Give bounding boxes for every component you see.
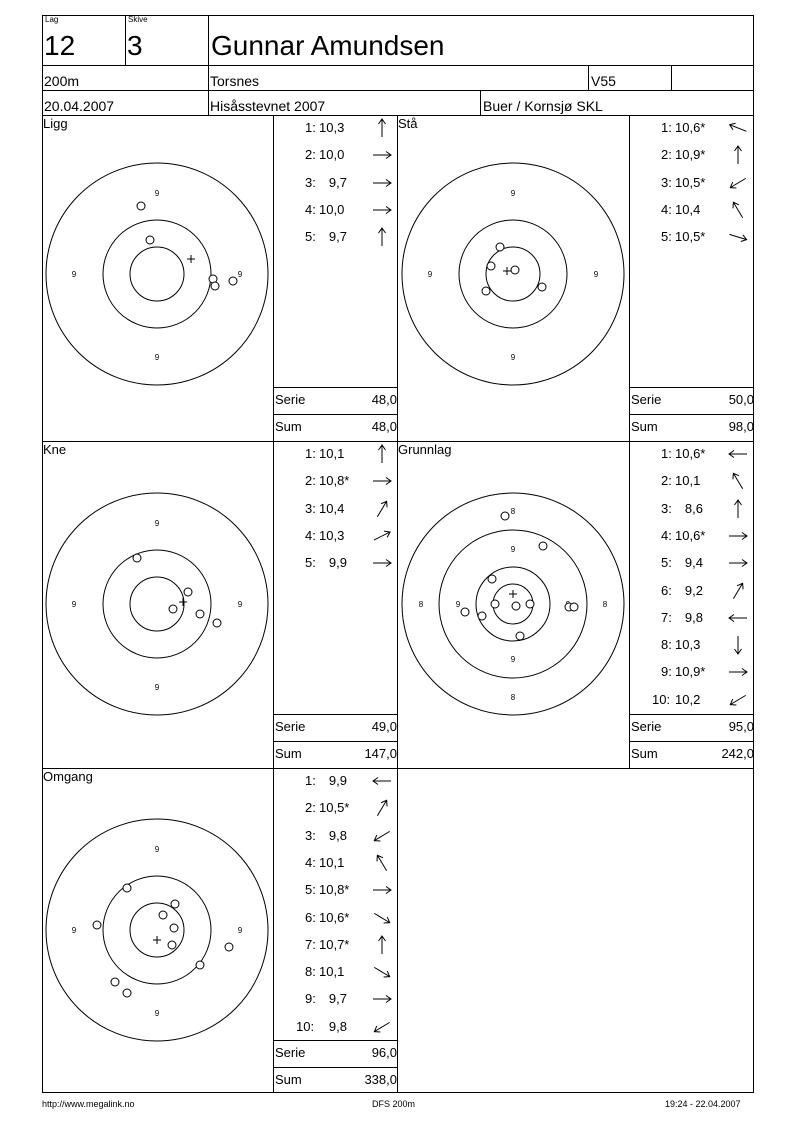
ring-label: 8 bbox=[510, 693, 516, 702]
ring-label: 9 bbox=[510, 655, 516, 664]
shot-value: 10,7* bbox=[319, 936, 350, 952]
shot-hole bbox=[137, 202, 145, 210]
shot-number: 3: bbox=[661, 174, 672, 190]
target-diagram bbox=[397, 158, 629, 390]
grid-divider bbox=[273, 741, 397, 742]
ring-label: 9 bbox=[154, 1009, 160, 1018]
ring-label: 8 bbox=[602, 600, 608, 609]
shot-hole bbox=[516, 632, 524, 640]
shot-number: 8: bbox=[305, 964, 316, 980]
shot-value: 10,5* bbox=[319, 800, 350, 816]
shot-hole bbox=[478, 612, 486, 620]
shot-direction-arrow-icon bbox=[371, 470, 393, 492]
shot-direction-arrow-icon bbox=[727, 226, 749, 248]
shot-number: 10: bbox=[296, 1018, 315, 1034]
shot-number: 1: bbox=[305, 446, 316, 461]
shot-value: 9,4 bbox=[684, 555, 703, 571]
ring-label: 8 bbox=[510, 507, 516, 516]
shot-value: 10,4 bbox=[319, 500, 345, 516]
shot-number: 5: bbox=[305, 229, 316, 245]
shot-value: 10,1 bbox=[319, 854, 345, 870]
shot-value: 9,7 bbox=[328, 991, 347, 1007]
shot-direction-arrow-icon bbox=[371, 879, 393, 901]
shot-hole bbox=[184, 588, 192, 596]
shot-number: 10: bbox=[652, 691, 671, 707]
shot-direction-arrow-icon bbox=[371, 199, 393, 221]
shot-number: 4: bbox=[305, 854, 316, 870]
event: Hisåsstevnet 2007 bbox=[210, 98, 326, 114]
shot-number: 3: bbox=[305, 174, 316, 190]
shot-value: 10,6* bbox=[675, 446, 706, 461]
shot-hole bbox=[225, 943, 233, 951]
target-ring bbox=[103, 550, 211, 658]
shot-hole bbox=[93, 921, 101, 929]
shot-hole bbox=[159, 911, 167, 919]
shot-direction-arrow-icon bbox=[727, 498, 749, 520]
header-divider bbox=[588, 65, 589, 90]
sum-label: Sum bbox=[631, 419, 658, 434]
grid-divider bbox=[273, 414, 397, 415]
shot-value: 10,3 bbox=[675, 637, 701, 653]
ring-label: 9 bbox=[237, 926, 243, 935]
sum-value: 98,0 bbox=[728, 419, 754, 434]
serie-value: 48,0 bbox=[371, 392, 397, 407]
sum-value: 338,0 bbox=[364, 1072, 397, 1087]
shot-value: 10,1 bbox=[675, 473, 701, 489]
shot-hole bbox=[211, 282, 219, 290]
shot-direction-arrow-icon bbox=[371, 825, 393, 847]
grid-divider bbox=[629, 387, 754, 388]
grid-divider bbox=[629, 714, 754, 715]
target-ring bbox=[130, 577, 184, 631]
shot-direction-arrow-icon bbox=[371, 117, 393, 139]
shot-value: 9,8 bbox=[684, 609, 703, 625]
shot-value: 10,5* bbox=[675, 229, 706, 245]
shot-hole bbox=[491, 600, 499, 608]
shot-number: 3: bbox=[305, 500, 316, 516]
shot-direction-arrow-icon bbox=[727, 172, 749, 194]
shot-value: 10,1 bbox=[319, 446, 345, 461]
shot-direction-arrow-icon bbox=[727, 661, 749, 683]
shot-hole bbox=[526, 600, 534, 608]
shot-direction-arrow-icon bbox=[371, 852, 393, 874]
shot-direction-arrow-icon bbox=[727, 552, 749, 574]
sum-value: 147,0 bbox=[364, 746, 397, 761]
shot-direction-arrow-icon bbox=[727, 470, 749, 492]
serie-label: Serie bbox=[631, 392, 662, 407]
shot-value: 10,8* bbox=[319, 882, 350, 898]
sum-label: Sum bbox=[631, 746, 658, 761]
serie-value: 50,0 bbox=[728, 392, 754, 407]
grid-divider bbox=[273, 1067, 397, 1068]
shot-direction-arrow-icon bbox=[371, 961, 393, 983]
date: 20.04.2007 bbox=[44, 98, 115, 114]
shot-number: 5: bbox=[661, 229, 672, 245]
shot-number: 1: bbox=[305, 773, 316, 788]
shot-direction-arrow-icon bbox=[727, 443, 749, 465]
shot-hole bbox=[170, 924, 178, 932]
shot-hole bbox=[229, 277, 237, 285]
target-diagram bbox=[41, 814, 273, 1046]
header-divider bbox=[125, 15, 126, 65]
ring-label: 9 bbox=[154, 845, 160, 854]
shot-hole bbox=[196, 961, 204, 969]
shot-value: 9,8 bbox=[328, 827, 347, 843]
sum-value: 48,0 bbox=[371, 419, 397, 434]
shot-value: 10,3 bbox=[319, 527, 345, 543]
shot-hole bbox=[133, 554, 141, 562]
grid-divider bbox=[42, 768, 754, 769]
group-center-cross bbox=[503, 267, 511, 275]
shot-hole bbox=[570, 603, 578, 611]
panel-title: Stå bbox=[398, 116, 418, 131]
shot-value: 9,7 bbox=[328, 229, 347, 245]
shot-number: 1: bbox=[661, 120, 672, 135]
serie-value: 95,0 bbox=[728, 719, 754, 734]
shot-value: 9,9 bbox=[328, 555, 347, 571]
shot-number: 2: bbox=[305, 473, 316, 489]
sum-label: Sum bbox=[275, 419, 302, 434]
panel-title: Ligg bbox=[43, 116, 68, 131]
shot-number: 5: bbox=[661, 555, 672, 571]
shot-number: 9: bbox=[305, 991, 316, 1007]
ring-label: 9 bbox=[71, 926, 77, 935]
shot-number: 7: bbox=[661, 609, 672, 625]
class: V55 bbox=[591, 73, 616, 89]
shot-direction-arrow-icon bbox=[727, 689, 749, 711]
grid-divider bbox=[629, 414, 754, 415]
header-divider bbox=[42, 65, 754, 66]
shot-value: 10,4 bbox=[675, 201, 701, 217]
shot-value: 9,7 bbox=[328, 174, 347, 190]
shot-direction-arrow-icon bbox=[371, 172, 393, 194]
panel-title: Grunnlag bbox=[398, 442, 452, 457]
shot-hole bbox=[496, 243, 504, 251]
shot-hole bbox=[213, 619, 221, 627]
shot-direction-arrow-icon bbox=[371, 226, 393, 248]
header-divider bbox=[208, 15, 209, 115]
shot-value: 9,9 bbox=[328, 773, 347, 788]
shot-number: 4: bbox=[661, 201, 672, 217]
grid-divider bbox=[273, 1040, 397, 1041]
grid-divider bbox=[629, 741, 754, 742]
shot-number: 2: bbox=[661, 473, 672, 489]
target-diagram bbox=[41, 488, 273, 720]
shot-direction-arrow-icon bbox=[371, 988, 393, 1010]
shot-value: 9,2 bbox=[684, 582, 703, 598]
shot-number: 2: bbox=[661, 147, 672, 163]
ring-label: 9 bbox=[510, 353, 516, 362]
header-divider bbox=[671, 65, 672, 90]
shot-value: 10,0 bbox=[319, 147, 345, 163]
shot-direction-arrow-icon bbox=[371, 144, 393, 166]
shot-number: 1: bbox=[661, 446, 672, 461]
serie-label: Serie bbox=[275, 392, 306, 407]
group-center-cross bbox=[153, 936, 161, 944]
shot-value: 10,5* bbox=[675, 174, 706, 190]
shot-hole bbox=[487, 262, 495, 270]
ring-label: 9 bbox=[510, 189, 516, 198]
shot-number: 3: bbox=[305, 827, 316, 843]
shot-hole bbox=[171, 900, 179, 908]
grid-divider bbox=[273, 115, 274, 1093]
shot-hole bbox=[511, 266, 519, 274]
ring-label: 9 bbox=[510, 545, 516, 554]
shot-number: 4: bbox=[305, 201, 316, 217]
sum-label: Sum bbox=[275, 1072, 302, 1087]
shot-direction-arrow-icon bbox=[371, 907, 393, 929]
shot-direction-arrow-icon bbox=[727, 144, 749, 166]
shot-value: 10,6* bbox=[319, 909, 350, 925]
ring-label: 9 bbox=[71, 270, 77, 279]
footer-url: http://www.megalink.no bbox=[42, 1099, 135, 1109]
shot-value: 9,8 bbox=[328, 1018, 347, 1034]
shot-direction-arrow-icon bbox=[371, 934, 393, 956]
ring-label: 9 bbox=[455, 600, 461, 609]
shot-hole bbox=[482, 287, 490, 295]
shot-value: 8,6 bbox=[684, 500, 703, 516]
distance: 200m bbox=[44, 73, 80, 89]
shot-value: 10,2 bbox=[675, 691, 701, 707]
ring-label: 9 bbox=[71, 600, 77, 609]
shot-direction-arrow-icon bbox=[727, 199, 749, 221]
shot-value: 10,6* bbox=[675, 527, 706, 543]
footer-program: DFS 200m bbox=[372, 1099, 416, 1109]
club: Torsnes bbox=[210, 73, 260, 89]
shot-number: 4: bbox=[305, 527, 316, 543]
shot-direction-arrow-icon bbox=[727, 117, 749, 139]
target-ring bbox=[130, 247, 184, 301]
shot-direction-arrow-icon bbox=[371, 525, 393, 547]
shot-value: 10,9* bbox=[675, 147, 706, 163]
shot-number: 6: bbox=[305, 909, 316, 925]
shot-number: 2: bbox=[305, 147, 316, 163]
shot-direction-arrow-icon bbox=[371, 1016, 393, 1038]
shot-number: 1: bbox=[305, 120, 316, 135]
ring-label: 9 bbox=[154, 189, 160, 198]
shot-hole bbox=[123, 884, 131, 892]
shot-number: 3: bbox=[661, 500, 672, 516]
ring-label: 9 bbox=[427, 270, 433, 279]
header-divider bbox=[480, 90, 481, 115]
ring-label: 9 bbox=[154, 519, 160, 528]
shot-hole bbox=[539, 542, 547, 550]
shot-value: 10,6* bbox=[675, 120, 706, 135]
shot-hole bbox=[538, 283, 546, 291]
shot-hole bbox=[461, 608, 469, 616]
ring-label: 9 bbox=[154, 683, 160, 692]
ring-label: 9 bbox=[237, 600, 243, 609]
group-center-cross bbox=[187, 255, 195, 263]
shot-number: 7: bbox=[305, 936, 316, 952]
sum-label: Sum bbox=[275, 746, 302, 761]
shot-direction-arrow-icon bbox=[727, 580, 749, 602]
group-center-cross bbox=[179, 598, 187, 606]
grid-divider bbox=[273, 387, 397, 388]
shot-number: 8: bbox=[661, 637, 672, 653]
serie-label: Serie bbox=[275, 719, 306, 734]
shot-hole bbox=[169, 605, 177, 613]
grid-divider bbox=[629, 115, 630, 768]
shot-direction-arrow-icon bbox=[727, 634, 749, 656]
grid-divider bbox=[273, 714, 397, 715]
shot-number: 9: bbox=[661, 664, 672, 680]
shot-hole bbox=[488, 575, 496, 583]
header-divider bbox=[42, 90, 754, 91]
group-center-cross bbox=[509, 590, 517, 598]
shot-number: 5: bbox=[305, 555, 316, 571]
shot-direction-arrow-icon bbox=[727, 607, 749, 629]
serie-value: 96,0 bbox=[371, 1045, 397, 1060]
shot-direction-arrow-icon bbox=[371, 498, 393, 520]
shot-number: 5: bbox=[305, 882, 316, 898]
panel-title: Omgang bbox=[43, 769, 93, 784]
target-diagram bbox=[41, 158, 273, 390]
shot-number: 4: bbox=[661, 527, 672, 543]
target-diagram bbox=[397, 488, 629, 720]
shot-number: 2: bbox=[305, 800, 316, 816]
shot-hole bbox=[501, 512, 509, 520]
shot-hole bbox=[196, 610, 204, 618]
range: Buer / Kornsjø SKL bbox=[483, 98, 603, 114]
footer-timestamp: 19:24 - 22.04.2007 bbox=[665, 1099, 741, 1109]
skive-label: Skive bbox=[128, 15, 148, 24]
shot-value: 10,3 bbox=[319, 120, 345, 135]
shot-direction-arrow-icon bbox=[371, 443, 393, 465]
ring-label: 9 bbox=[154, 353, 160, 362]
shot-direction-arrow-icon bbox=[371, 797, 393, 819]
target-ring bbox=[103, 220, 211, 328]
serie-value: 49,0 bbox=[371, 719, 397, 734]
shot-value: 10,1 bbox=[319, 964, 345, 980]
shot-hole bbox=[512, 602, 520, 610]
shot-hole bbox=[123, 989, 131, 997]
lag-label: Lag bbox=[45, 15, 59, 24]
shot-value: 10,0 bbox=[319, 201, 345, 217]
shot-value: 10,9* bbox=[675, 664, 706, 680]
shot-hole bbox=[168, 941, 176, 949]
target-ring bbox=[103, 876, 211, 984]
shot-number: 6: bbox=[661, 582, 672, 598]
sum-value: 242,0 bbox=[721, 746, 754, 761]
panel-title: Kne bbox=[43, 442, 67, 457]
serie-label: Serie bbox=[275, 1045, 306, 1060]
shot-value: 10,8* bbox=[319, 473, 350, 489]
ring-label: 9 bbox=[593, 270, 599, 279]
ring-label: 8 bbox=[418, 600, 424, 609]
shooter-name: Gunnar Amundsen bbox=[211, 30, 445, 61]
lag-value: 12 bbox=[44, 30, 76, 61]
shot-direction-arrow-icon bbox=[371, 770, 393, 792]
ring-label: 9 bbox=[237, 270, 243, 279]
skive-value: 3 bbox=[127, 30, 143, 61]
shot-direction-arrow-icon bbox=[727, 525, 749, 547]
shot-hole bbox=[146, 236, 154, 244]
shot-hole bbox=[111, 978, 119, 986]
shot-direction-arrow-icon bbox=[371, 552, 393, 574]
serie-label: Serie bbox=[631, 719, 662, 734]
